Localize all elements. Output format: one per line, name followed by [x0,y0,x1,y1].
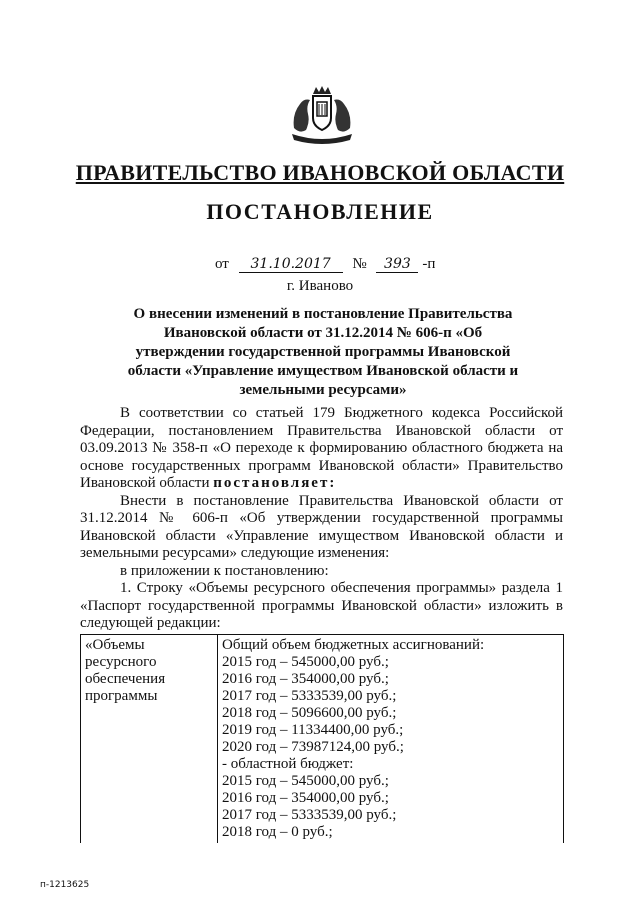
number-prefix: № [352,256,367,272]
value-line: 2016 год – 354000,00 руб.; [222,790,389,806]
paragraph-4: 1. Строку «Объемы ресурсного обеспечения программы» раздела 1 «Паспорт государственной программы Ивановской области» изложить в следующей редакции: [80,580,563,631]
document-subject: О внесении изменений в постановление Правительства Ивановской области от 31.12.2014 № 606-п «Об утверждении государственной программы Ивановской области «Управление имуществом Ивановской области и земельными ресурсами» [127,306,519,398]
document-body [80,405,563,633]
value-line: 2018 год – 0 руб.; [222,824,333,840]
value-line: 2020 год – 73987124,00 руб.; [222,739,404,755]
date-number-line [215,256,435,273]
government-title: ПРАВИТЕЛЬСТВО ИВАНОВСКОЙ ОБЛАСТИ [75,160,565,185]
value-line: 2017 год – 5333539,00 руб.; [222,807,397,823]
value-line: 2015 год – 545000,00 руб.; [222,773,389,789]
date-value: 31.10.2017 [239,256,343,273]
number-suffix: -п [422,256,436,272]
resources-table [80,634,564,843]
label-line: ресурсного [85,654,157,670]
table-cell-values [218,635,564,844]
value-line: - областной бюджет: [222,756,354,772]
paragraph-1-resolves: постановляет: [213,475,337,491]
date-prefix: от [215,256,229,272]
table-row [81,635,564,844]
table-cell-label [81,635,218,844]
paragraph-1-text: В соответствии со статьей 179 Бюджетного кодекса Российской Федерации, постановлением Правительства Ивановской области от 03.09.2013 № 358-п «О переходе к формированию областного бюджета на основе государственных программ Ивановской области» Правительство Ивановской области [80,405,563,491]
value-line: Общий объем бюджетных ассигнований: [222,637,485,653]
label-line: «Объемы [85,637,145,653]
value-line: 2019 год – 11334400,00 руб.; [222,722,404,738]
number-value: 393 [376,256,418,273]
document-type: ПОСТАНОВЛЕНИЕ [206,199,434,224]
value-line: 2016 год – 354000,00 руб.; [222,671,389,687]
paragraph-2: Внести в постановление Правительства Ивановской области от 31.12.2014 № 606-п «Об утверждении государственной программы Ивановской области «Управление имуществом Ивановской области и земельными ресурсами» следующие изменения: [80,492,563,561]
paragraph-1 [80,405,563,493]
paragraph-3: в приложении к постановлению: [120,562,329,579]
value-line: 2017 год – 5333539,00 руб.; [222,688,397,704]
label-line: программы [85,688,158,704]
coat-of-arms-emblem [286,84,358,146]
city: г. Иваново [286,278,354,294]
value-line: 2015 год – 545000,00 руб.; [222,654,389,670]
label-line: обеспечения [85,671,166,687]
footer-code: п-1213625 [40,880,90,890]
value-line: 2018 год – 5096600,00 руб.; [222,705,397,721]
